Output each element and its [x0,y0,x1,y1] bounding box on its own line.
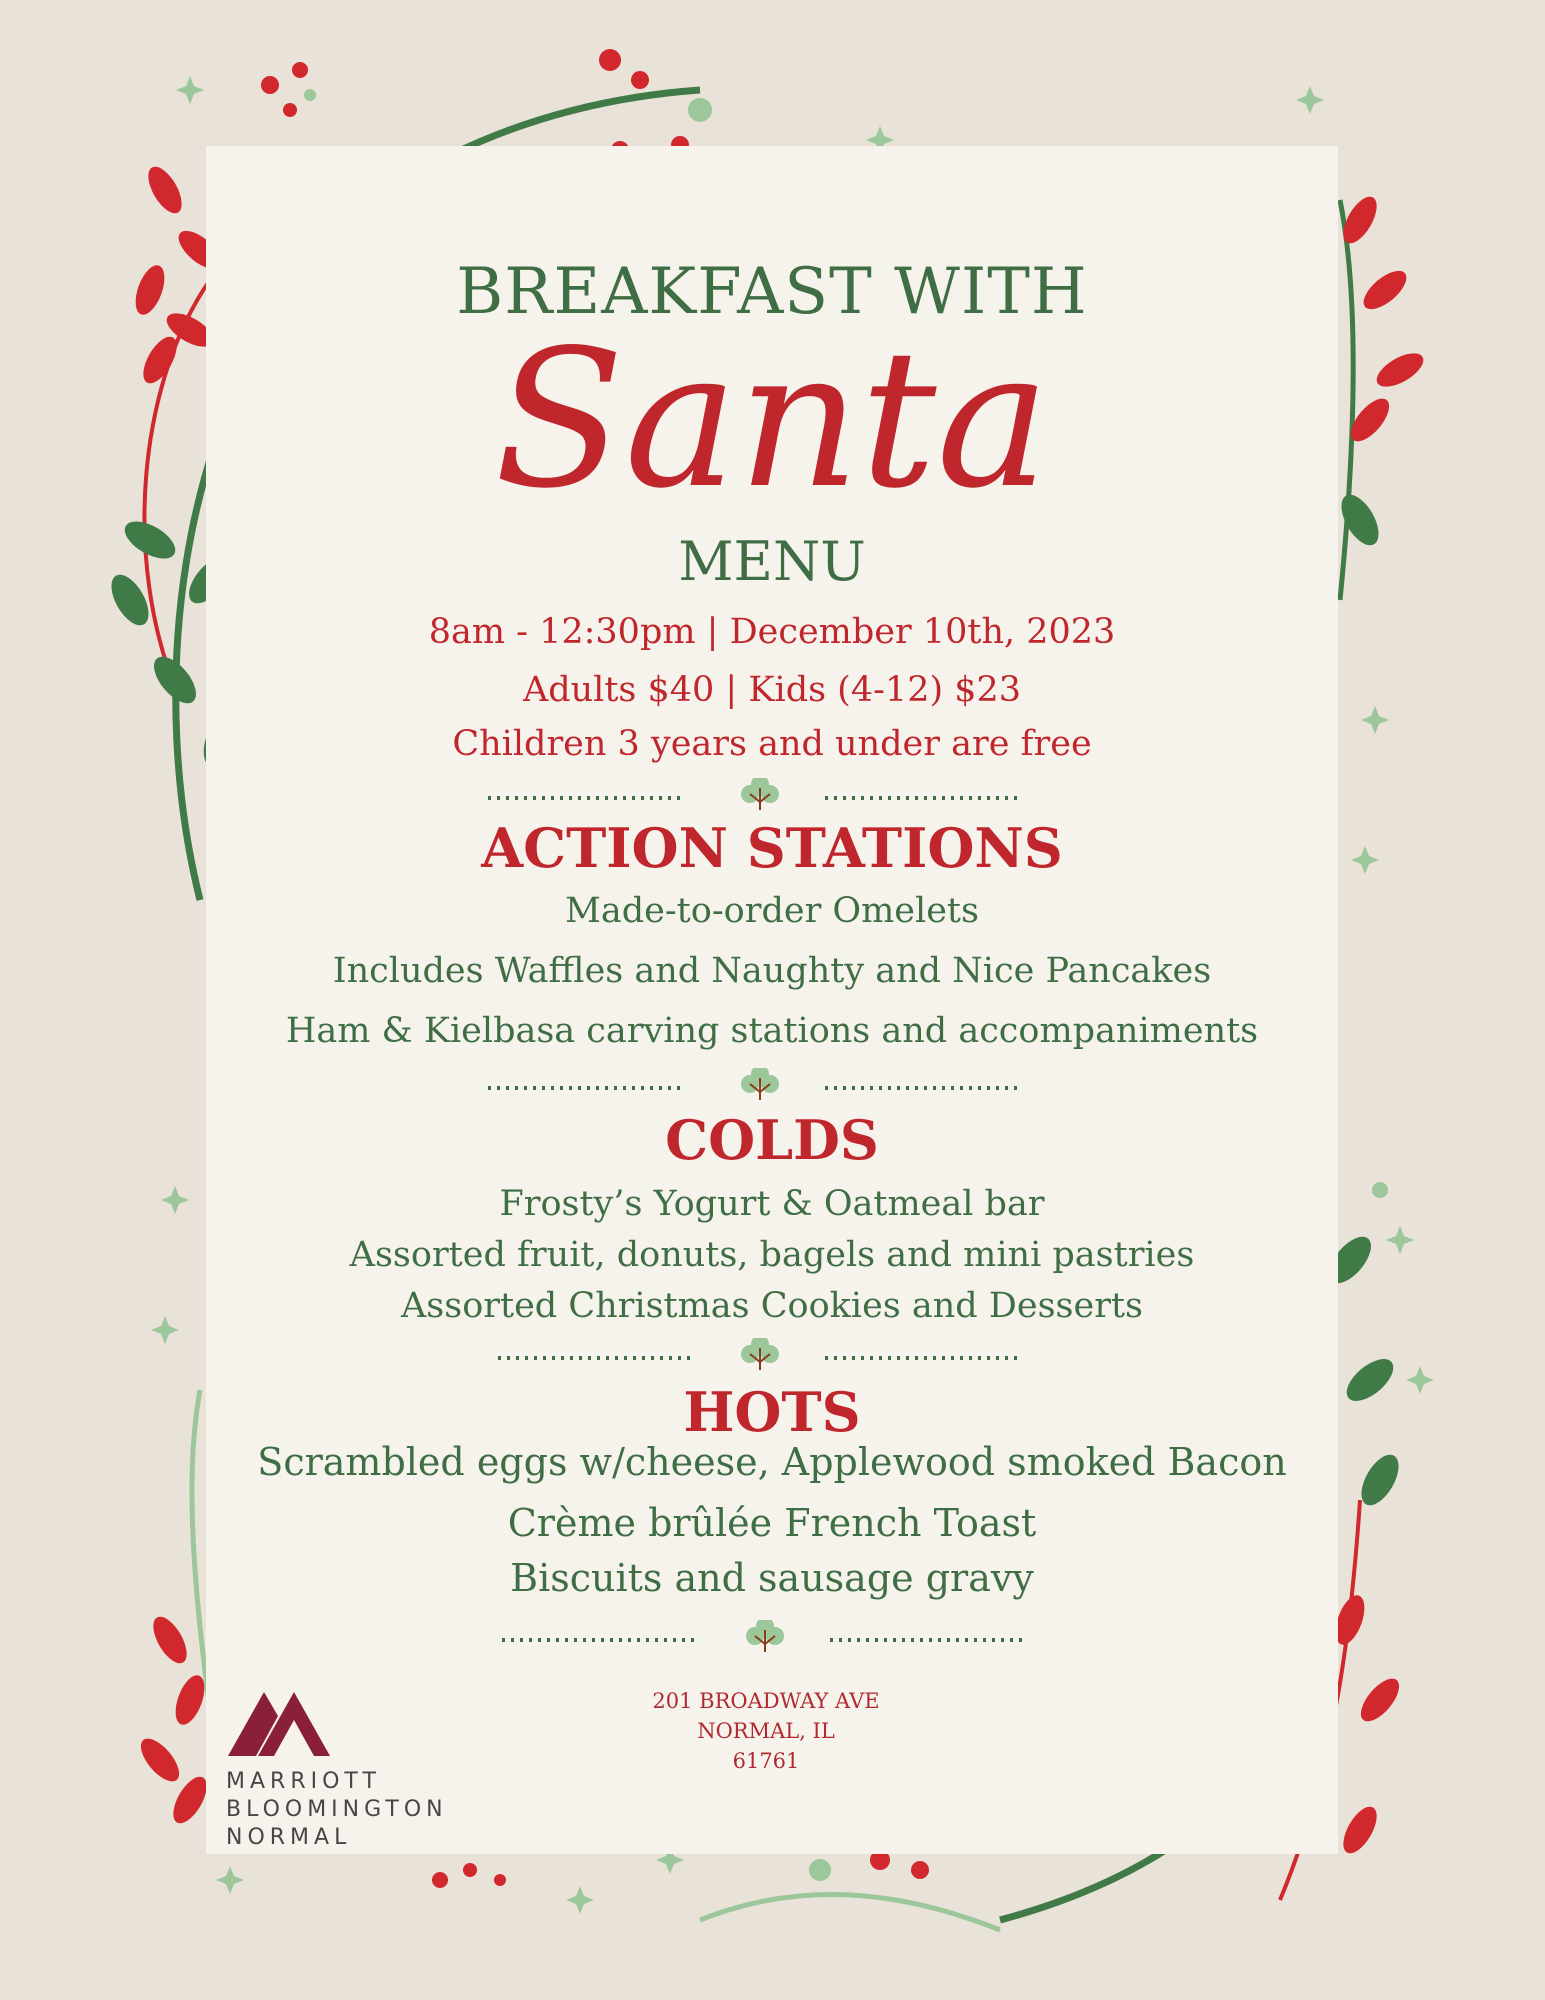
marriott-logo [226,1686,448,1852]
address-line-1: 201 BROADWAY AVE [652,1689,880,1713]
section-title-colds: COLDS [665,1108,879,1172]
menu-item: Crème brûlée French Toast [507,1501,1037,1545]
address-line-2: NORMAL, IL [697,1719,835,1743]
section-divider [480,1068,1040,1108]
section-divider [480,778,1040,818]
section-divider [490,1620,1050,1660]
menu-item: Assorted Christmas Cookies and Desserts [401,1286,1143,1326]
address-block [606,1686,926,1776]
menu-item: Ham & Kielbasa carving stations and accompaniments [285,1011,1259,1051]
logo-line-1: MARRIOTT [226,1769,381,1794]
section-title-hots: HOTS [683,1380,861,1444]
title-line-1: BREAKFAST WITH [456,255,1088,329]
logo-line-3: NORMAL [226,1825,352,1850]
title-santa-script: Santa [494,309,1050,530]
menu-item: Biscuits and sausage gravy [510,1556,1034,1600]
menu-item: Made-to-order Omelets [565,891,979,931]
menu-item: Frosty’s Yogurt & Oatmeal bar [499,1184,1045,1224]
right-upper-branch [1334,191,1429,874]
marriott-m-icon [226,1686,336,1758]
time-date-line: 8am - 12:30pm | December 10th, 2023 [428,612,1116,652]
menu-item: Includes Waffles and Naughty and Nice Pancakes [332,951,1212,991]
address-line-3: 61761 [732,1749,800,1773]
logo-line-2: BLOOMINGTON [226,1797,448,1822]
menu-item: Assorted fruit, donuts, bagels and mini pastries [349,1235,1195,1275]
free-note: Children 3 years and under are free [452,724,1092,764]
menu-item: Scrambled eggs w/cheese, Applewood smoked Bacon [257,1440,1287,1484]
title-menu: MENU [678,530,866,593]
section-divider [490,1338,1050,1378]
price-line: Adults $40 | Kids (4-12) $23 [522,670,1022,710]
section-title-action-stations: ACTION STATIONS [481,816,1063,880]
